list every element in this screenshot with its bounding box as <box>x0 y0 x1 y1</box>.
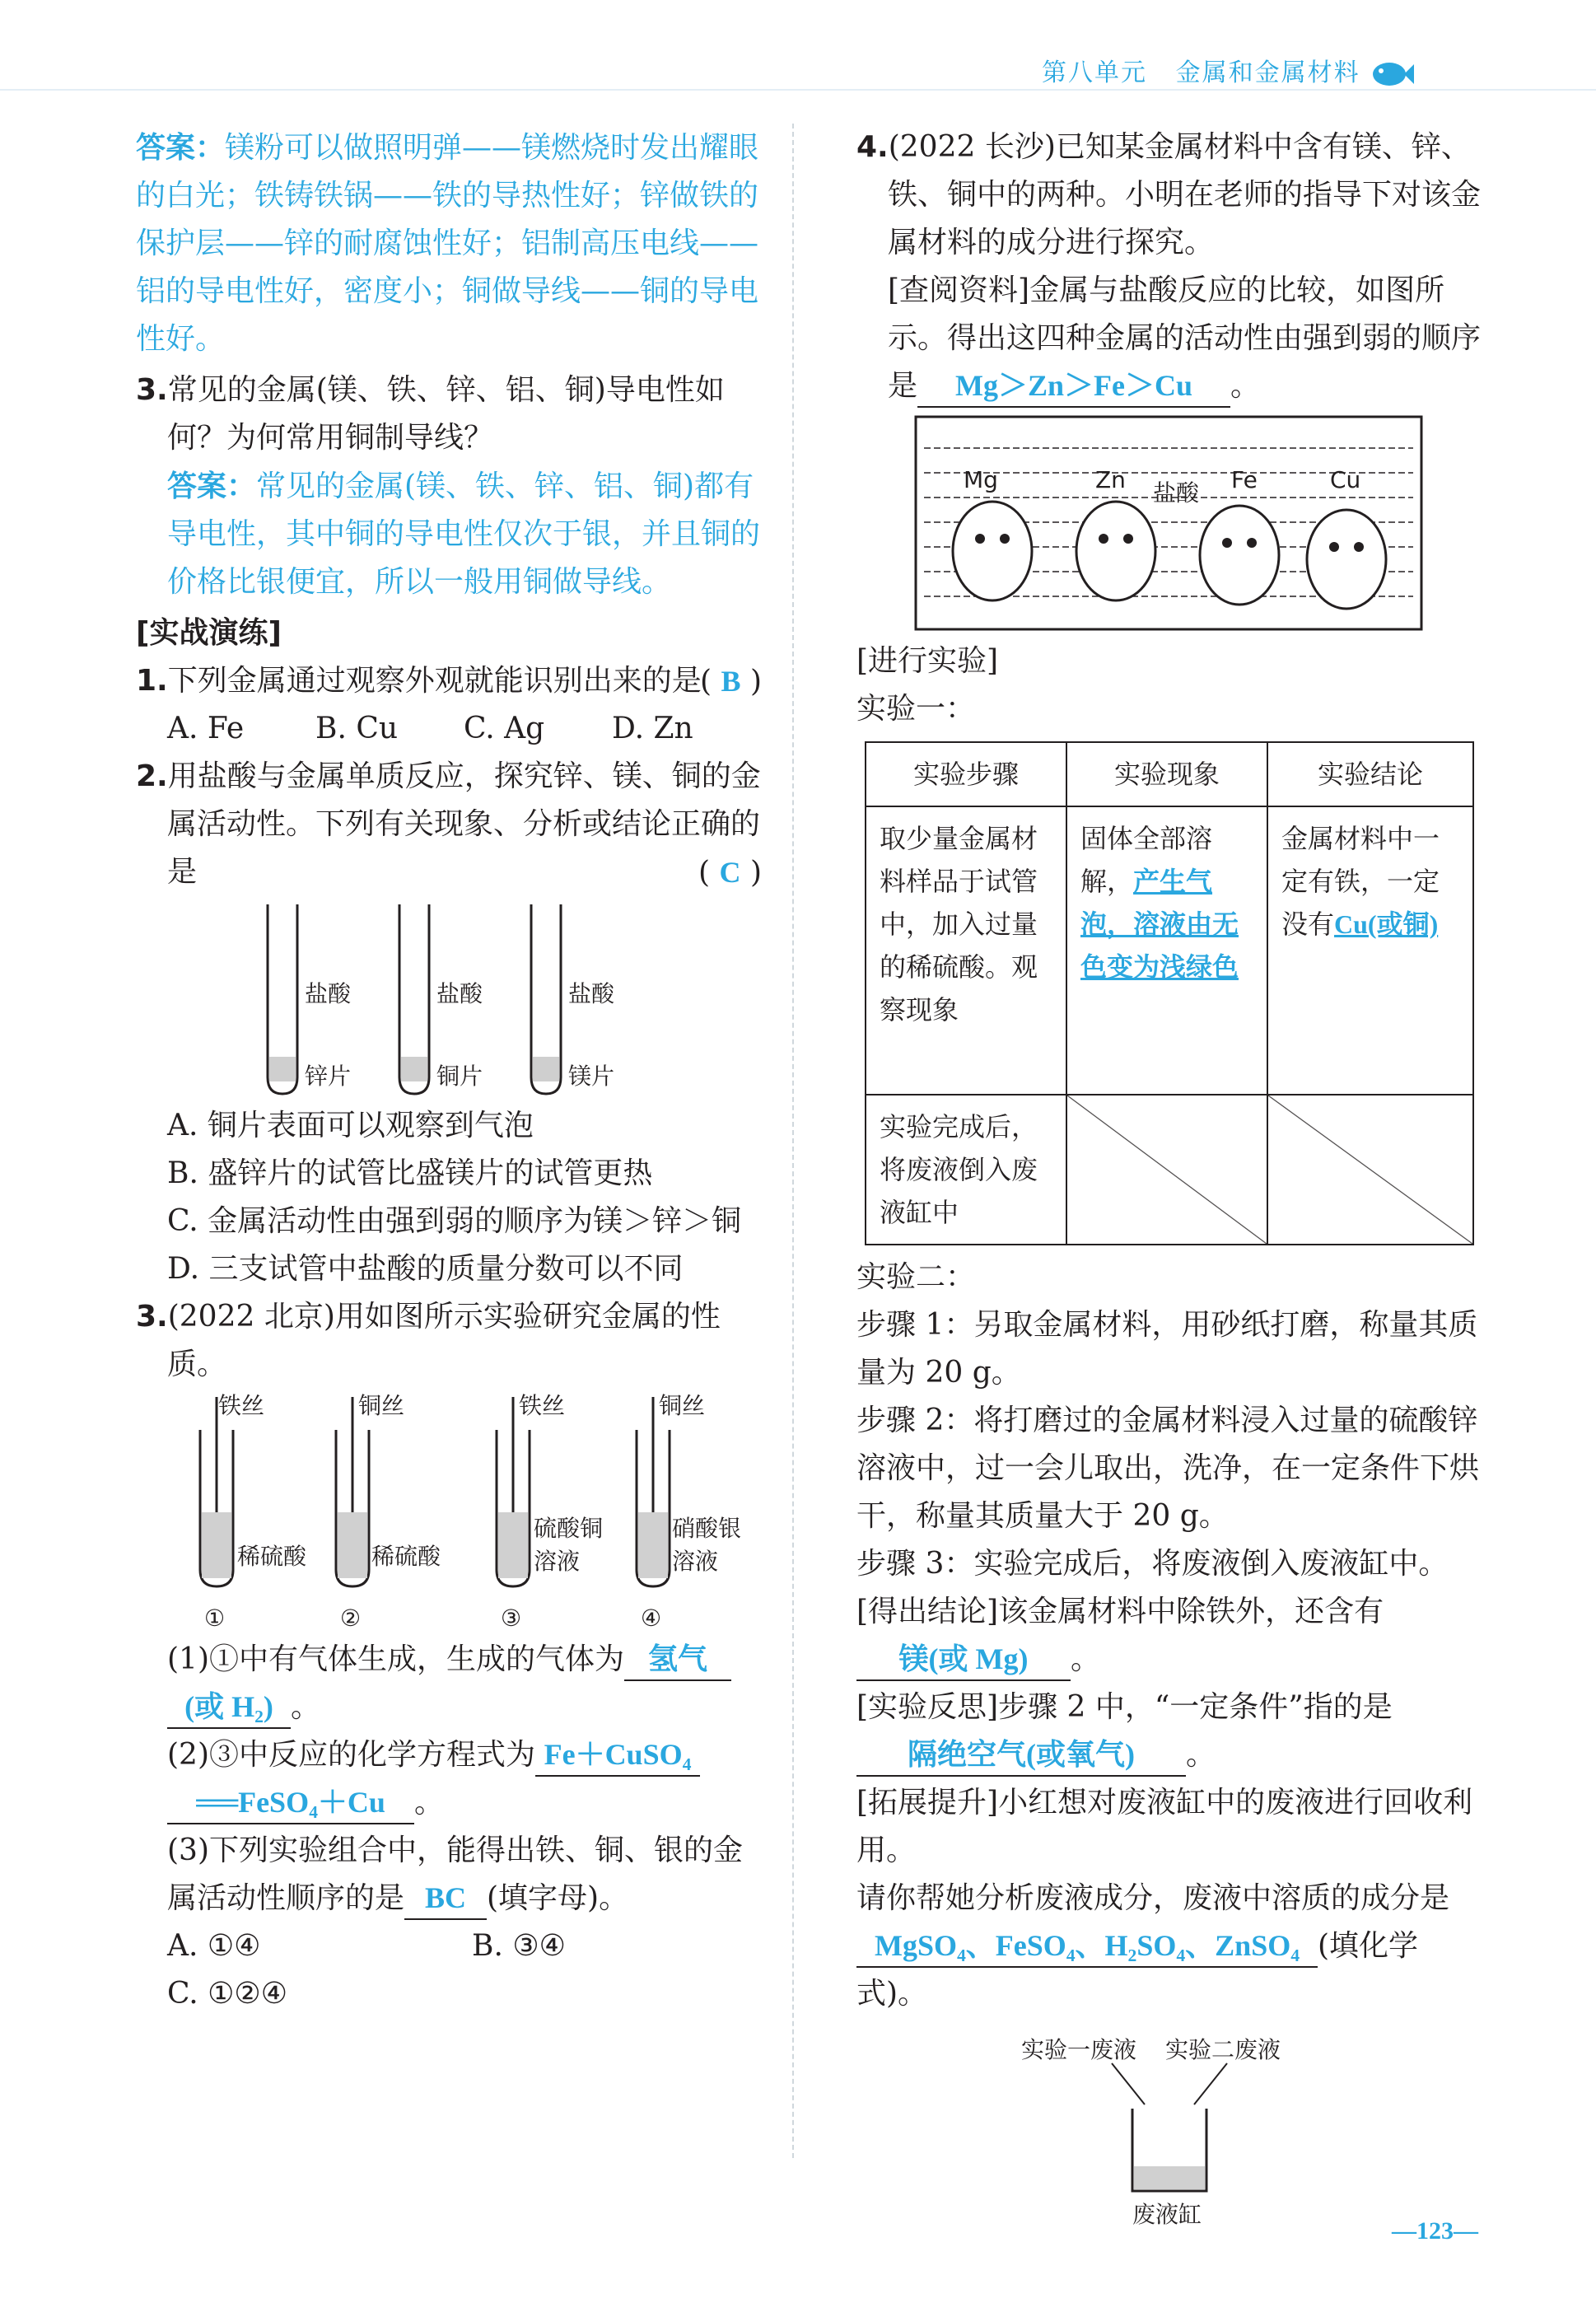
problem-3-options: A. ①④ B. ③④ <box>167 1929 566 1963</box>
q3-answer: 答案：常见的金属(镁、铁、锌、铝、铜)都有导电性，其中铜的导电性仅次于银，并且铜的价格比银便宜，所以一般用铜做导线。 <box>167 469 761 599</box>
experiment-table: 实验步骤 实验现象 实验结论 取少量金属材料样品于试管中，加入过量的稀硫酸。观察现象 固体全部溶解，产生气泡，溶液由无色变为浅绿色 金属材料中一定有铁，一定没有Cu(或铜) 实验完成后，将废液倒入废液缸中 <box>865 741 1474 1245</box>
mg-character <box>953 502 1032 600</box>
option: C. ①②④ <box>167 1977 287 2011</box>
experiment-1-label: 实验一： <box>856 692 976 726</box>
fe-character <box>1200 506 1279 605</box>
conclusion: [得出结论]该金属材料中除铁外，还含有 镁(或 Mg) 。 <box>856 1588 1482 1684</box>
cu-character <box>1307 510 1386 609</box>
tube-cu <box>399 904 429 1094</box>
unit-title: 金属和金属材料 <box>1175 58 1360 87</box>
step-2: 步骤 2：将打磨过的金属材料浸入过量的硫酸锌溶液中，过一会儿取出，洗净，在一定条件下烘干，称量其质量大于 20 g。 <box>856 1404 1480 1533</box>
fish-icon <box>1370 58 1414 91</box>
zn-character <box>1076 502 1155 600</box>
answer-label: 答案： <box>136 130 226 165</box>
q2-answer: 答案：镁粉可以做照明弹——镁燃烧时发出耀眼的白光；铁铸铁锅——铁的导热性好；锌做铁的保护层——锌的耐腐蚀性好；铝制高压电线——铝的导电性好，密度小；铜做导线——铜的导电性好。 <box>136 130 759 356</box>
option: C. 金属活动性由强到弱的顺序为镁＞锌＞铜 <box>167 1204 742 1238</box>
sub-question-3: (3)下列实验组合中，能得出铁、铜、银的金属活动性顺序的是 BC (填字母)。 <box>136 1827 762 1922</box>
extension-question: 请你帮她分析废液成分，废液中溶质的成分是MgSO₄、FeSO₄、H₂SO₄、ZnSO₄ (填化学式)。 <box>856 1881 1450 2011</box>
experiment-title: [进行实验] <box>856 644 999 678</box>
wire-tube-figure: 铁丝 铜丝 铁丝 铜丝 稀硫酸 稀硫酸 硫酸铜溶液 硝酸银溶液 ① ② ③ ④ <box>167 1389 762 1636</box>
unit-label: 第八单元 <box>1042 58 1147 87</box>
test-tube-figure: 盐酸 锌片 盐酸 铜片 盐酸 镁片 <box>185 896 762 1102</box>
option: D. 三支试管中盐酸的质量分数可以不同 <box>167 1252 684 1286</box>
q3: 3.常见的金属(镁、铁、锌、铝、铜)导电性如何？为何常用铜制导线？ <box>136 373 725 455</box>
option: B. 盛锌片的试管比盛镁片的试管更热 <box>167 1156 653 1190</box>
section-title: [实战演练] <box>136 616 282 650</box>
experiment-2-label: 实验二： <box>856 1260 976 1294</box>
step-3: 步骤 3：实验完成后，将废液倒入废液缸中。 <box>856 1547 1449 1581</box>
problem-2: 2.用盐酸与金属单质反应，探究锌、镁、铜的金属活动性。下列有关现象、分析或结论正确的是 ( C ) <box>136 753 762 896</box>
answer-paren: ( B ) <box>699 665 762 698</box>
sub-question-2: (2)③中反应的化学方程式为 Fe＋CuSO₄ ══FeSO₄＋Cu 。 <box>136 1731 762 1827</box>
problem-1-options: A. Fe B. Cu C. Ag D. Zn <box>167 712 693 745</box>
problem-4: 4.(2022 长沙)已知某金属材料中含有镁、锌、铁、铜中的两种。小明在老师的指导下对该金属材料的成分进行探究。 <box>856 130 1482 259</box>
reference-info: [查阅资料]金属与盐酸反应的比较，如图所示。得出这四种金属的活动性由强到弱的顺序是 Mg＞Zn＞Fe＞Cu 。 <box>856 267 1482 410</box>
problem-1: 1.下列金属通过观察外观就能识别出来的是 ( B ) <box>136 657 762 705</box>
sub-question-1: (1)①中有气体生成，生成的气体为 氢气 (或 H₂) 。 <box>136 1636 762 1731</box>
option: A. 铜片表面可以观察到气泡 <box>167 1109 534 1142</box>
step-1: 步骤 1：另取金属材料，用砂纸打磨，称量其质量为 20 g。 <box>856 1308 1478 1390</box>
beaker-figure: Mg Zn 盐酸 Fe Cu <box>914 415 1482 638</box>
column-divider <box>792 124 794 2158</box>
tube-zn <box>268 904 297 1094</box>
empty-cell <box>1066 1095 1267 1245</box>
reflection: [实验反思]步骤 2 中，“一定条件”指的是 隔绝空气(或氧气) 。 <box>856 1684 1482 1779</box>
left-column <box>136 124 762 2018</box>
right-column <box>856 124 1482 2228</box>
page-number: —123— <box>1392 2217 1478 2245</box>
tube-mg <box>531 904 561 1094</box>
extension: [拓展提升]小红想对废液缸中的废液进行回收利用。 <box>856 1786 1473 1867</box>
empty-cell <box>1267 1095 1473 1245</box>
waste-tank-figure: 实验一废液 实验二废液 废液缸 <box>1021 2036 1281 2228</box>
answer-paren: ( C ) <box>698 856 762 890</box>
header-rule <box>0 89 1596 91</box>
problem-3: 3.(2022 北京)用如图所示实验研究金属的性质。 <box>136 1300 721 1381</box>
